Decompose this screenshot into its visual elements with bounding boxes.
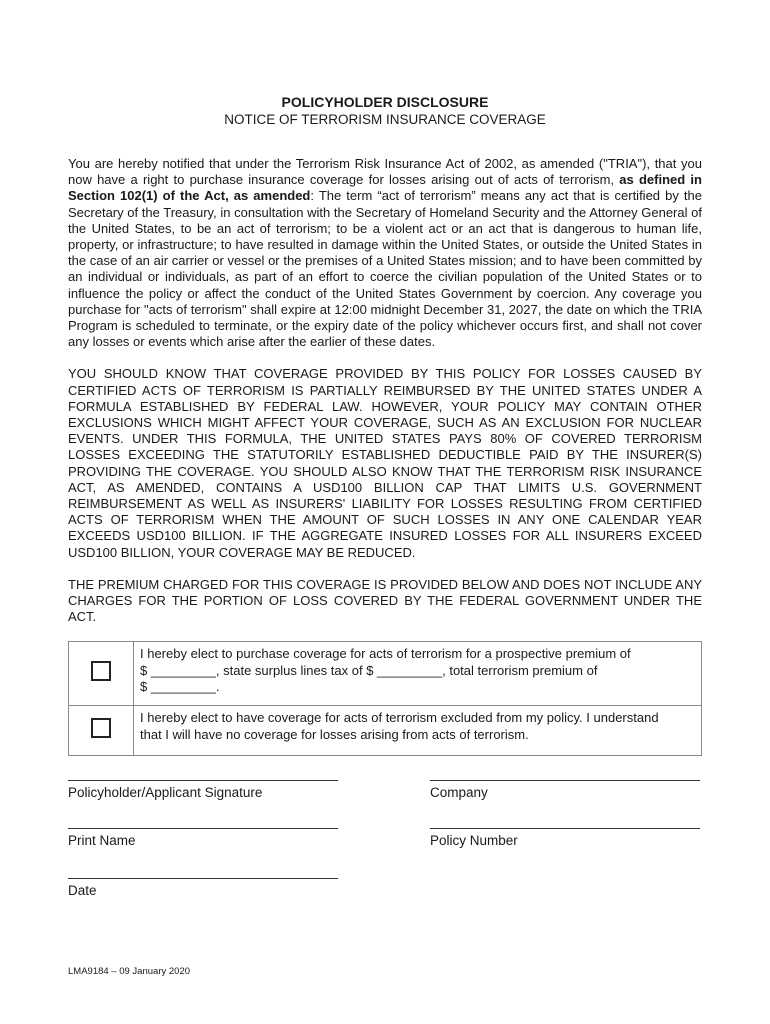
purchase-option-line1: I hereby elect to purchase coverage for acts of terrorism for a prospective premium of bbox=[140, 646, 631, 662]
policy-number-block bbox=[430, 828, 700, 849]
notice-text-start: You are hereby notified that under the Terrorism Risk Insurance Act of 2002, as amended ("TRIA"), that you now have a right to purchase insurance coverage for losses arising out of acts of terrorism, bbox=[68, 156, 702, 188]
print-name-label: Print Name bbox=[68, 833, 136, 849]
company-label: Company bbox=[430, 785, 488, 801]
purchase-coverage-checkbox[interactable] bbox=[91, 661, 111, 681]
policyholder-signature-label: Policyholder/Applicant Signature bbox=[68, 785, 263, 801]
date-line[interactable] bbox=[68, 878, 338, 879]
form-reference-footer: LMA9184 – 09 January 2020 bbox=[68, 966, 191, 977]
company-block bbox=[430, 780, 700, 801]
document-title: POLICYHOLDER DISCLOSURE bbox=[281, 94, 489, 110]
exclude-checkbox-cell bbox=[69, 706, 134, 756]
exclude-option-line1: I hereby elect to have coverage for acts of terrorism excluded from my policy. I understand bbox=[140, 710, 659, 726]
signature-section bbox=[68, 780, 702, 910]
print-name-line[interactable] bbox=[68, 828, 338, 829]
purchase-option-line2: $ _________, state surplus lines tax of $ _________, total terrorism premium of bbox=[140, 662, 598, 678]
purchase-option-text bbox=[134, 642, 702, 706]
date-block bbox=[68, 878, 338, 899]
exclude-option-text bbox=[134, 706, 702, 756]
exclude-coverage-checkbox[interactable] bbox=[91, 718, 111, 738]
document-subtitle: NOTICE OF TERRORISM INSURANCE COVERAGE bbox=[224, 112, 546, 127]
exclude-option-row bbox=[69, 706, 702, 756]
notice-paragraph bbox=[68, 156, 702, 350]
exclude-option-line2: that I will have no coverage for losses arising from acts of terrorism. bbox=[140, 726, 529, 742]
purchase-option-line3: $ _________. bbox=[140, 678, 220, 694]
notice-text-end: : The term “act of terrorism” means any act that is certified by the Secretary of the Treasury, in consultation with the Secretary of Homeland Security and the Attorney General of the United States, to be an act of terrorism; to be a violent act or an act that is dangerous to human life, property, or infrastructure; to have resulted in damage within the United States, or outside the United States in the case of an air carrier or vessel or the premises of a United States mission; and to have been committed by an individual or individuals, as part of an effort to coerce the civilian population of the United States or to influence the policy or affect the conduct of the United States Government by coercion. Any coverage you purchase for "acts of terrorism" shall expire at 12:00 midnight December 31, 2027, the date on which the TRIA Program is scheduled to terminate, or the expiry date of the policy whichever occurs first, and shall not cover any losses or events which arise after the earlier of these dates. bbox=[68, 188, 702, 350]
company-line[interactable] bbox=[430, 780, 700, 781]
date-label: Date bbox=[68, 883, 97, 899]
purchase-checkbox-cell bbox=[69, 642, 134, 706]
notice-bold-text: as defined in Section 102(1) of the Act, as amended bbox=[68, 172, 702, 204]
election-options-table bbox=[68, 641, 702, 756]
policy-number-line[interactable] bbox=[430, 828, 700, 829]
policyholder-signature-line[interactable] bbox=[68, 780, 338, 781]
purchase-option-row bbox=[69, 642, 702, 706]
policyholder-signature-block bbox=[68, 780, 338, 801]
policy-number-label: Policy Number bbox=[430, 833, 518, 849]
print-name-block bbox=[68, 828, 338, 849]
premium-paragraph: THE PREMIUM CHARGED FOR THIS COVERAGE IS PROVIDED BELOW AND DOES NOT INCLUDE ANY CHARGES FOR THE PORTION OF LOSS COVERED BY THE FEDERAL GOVERNMENT UNDER THE ACT. bbox=[68, 576, 702, 625]
coverage-warning-paragraph: YOU SHOULD KNOW THAT COVERAGE PROVIDED BY THIS POLICY FOR LOSSES CAUSED BY CERTIFIED ACTS OF TERRORISM IS PARTIALLY REIMBURSED BY THE UNITED STATES UNDER A FORMULA ESTABLISHED BY FEDERAL LAW. HOWEVER, YOUR POLICY MAY CONTAIN OTHER EXCLUSIONS WHICH MIGHT AFFECT YOUR COVERAGE, SUCH AS AN EXCLUSION FOR NUCLEAR EVENTS. UNDER THIS FORMULA, THE UNITED STATES PAYS 80% OF COVERED TERRORISM LOSSES EXCEEDING THE STATUTORILY ESTABLISHED DEDUCTIBLE PAID BY THE INSURER(S) PROVIDING THE COVERAGE. YOU SHOULD ALSO KNOW THAT THE TERRORISM RISK INSURANCE ACT, AS AMENDED, CONTAINS A USD100 BILLION CAP THAT LIMITS U.S. GOVERNMENT REIMBURSEMENT AS WELL AS INSURERS' LIABILITY FOR LOSSES RESULTING FROM CERTIFIED ACTS OF TERRORISM WHEN THE AMOUNT OF SUCH LOSSES IN ANY ONE CALENDAR YEAR EXCEEDS USD100 BILLION. IF THE AGGREGATE INSURED LOSSES FOR ALL INSURERS EXCEED USD100 BILLION, YOUR COVERAGE MAY BE REDUCED. bbox=[68, 366, 702, 560]
